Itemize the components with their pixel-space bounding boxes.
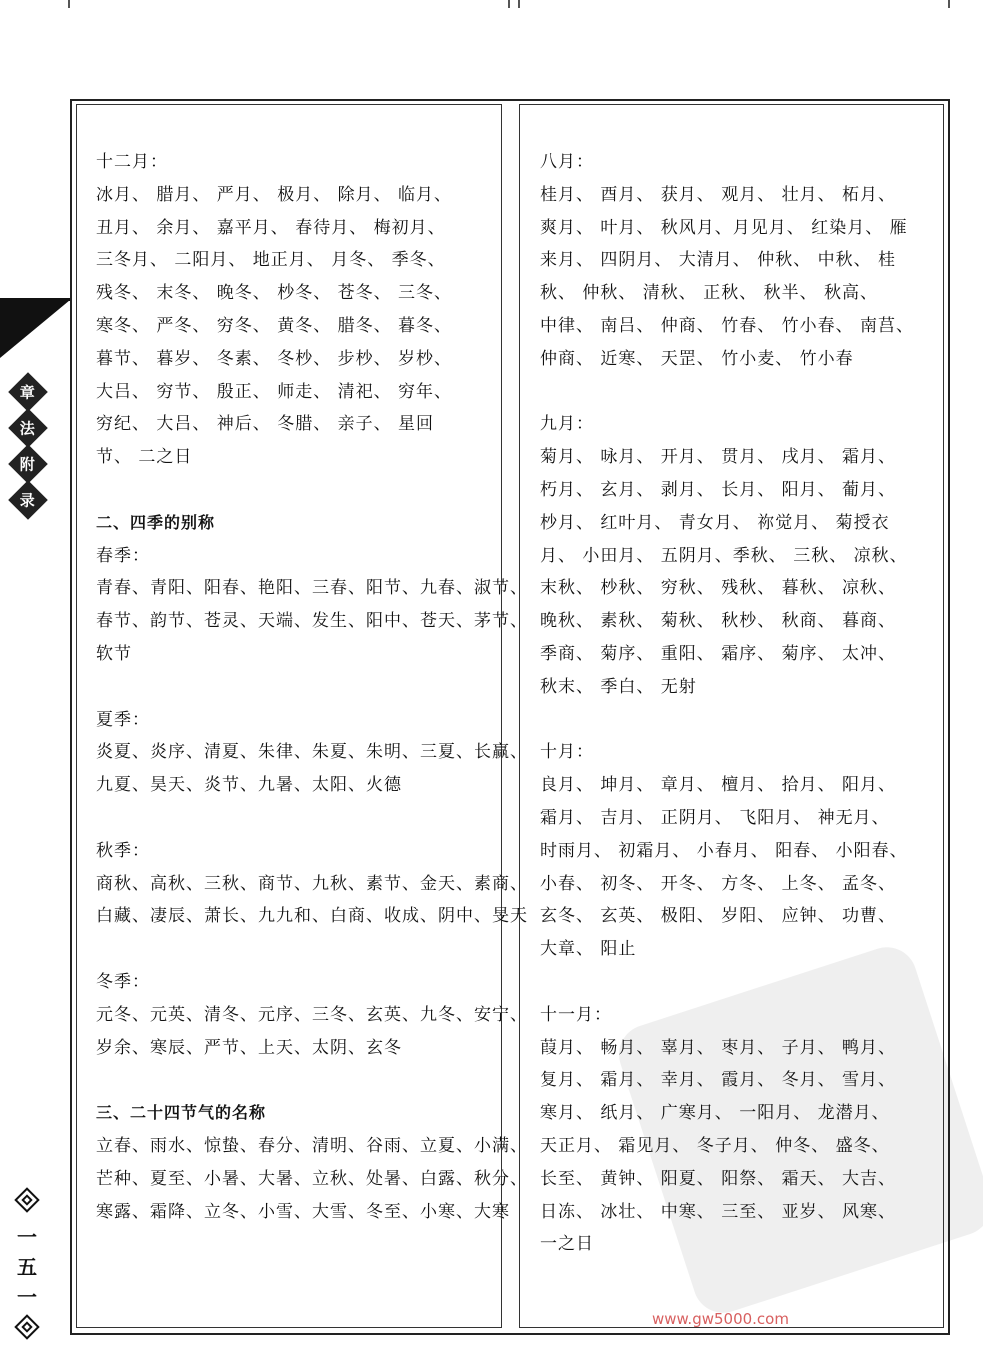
chapter-char xyxy=(8,408,48,448)
text-line: 朽月、 玄月、 剥月、 长月、 阳月、 葡月、 xyxy=(540,479,897,500)
text-line: 日冻、 冰壮、 中寒、 三至、 亚岁、 风寒、 xyxy=(540,1201,897,1222)
text-line: 寒露、霜降、立冬、小雪、大雪、冬至、小寒、大寒 xyxy=(96,1201,510,1222)
subsection-label: 十二月： xyxy=(96,152,168,172)
text-line: 长至、 黄钟、 阳夏、 阳祭、 霜天、 大吉、 xyxy=(540,1168,897,1189)
text-line: 葭月、 畅月、 辜月、 枣月、 子月、 鸭月、 xyxy=(540,1037,897,1058)
chapter-char-text: 章 xyxy=(20,383,36,402)
text-line: 爽月、 叶月、 秋风月、月见月、 红染月、 雁 xyxy=(540,217,908,238)
paragraph-gap xyxy=(540,376,932,409)
text-line: 大吕、 穷节、 殷正、 师走、 清祀、 穷年、 xyxy=(96,381,453,402)
text-line: 春节、韵节、苍灵、天端、发生、阳中、苍天、茅节、 xyxy=(96,611,528,632)
paragraph-gap xyxy=(540,704,932,737)
subsection-label: 秋季： xyxy=(96,840,150,861)
diamond-icon xyxy=(14,1187,39,1212)
text-line: 白藏、凄辰、萧长、九九和、白商、收成、阴中、旻天 xyxy=(96,906,528,927)
text-line: 冰月、 腊月、 严月、 极月、 除月、 临月、 xyxy=(96,184,453,205)
section-heading: 三、二十四节气的名称 xyxy=(96,1103,267,1123)
page-number-digit: 一 xyxy=(17,1225,37,1249)
text-line: 大章、 阳止 xyxy=(540,939,637,960)
text-line: 节、 二之日 xyxy=(96,447,193,468)
text-line: 炎夏、炎序、清夏、朱律、朱夏、朱明、三夏、长赢、 xyxy=(96,742,528,763)
right-column-text xyxy=(540,146,932,1261)
text-line: 寒月、 纸月、 广寒月、 一阳月、 龙潜月、 xyxy=(540,1103,890,1124)
text-line: 丑月、 余月、 嘉平月、 春待月、 梅初月、 xyxy=(96,217,446,238)
frame-marker-right xyxy=(948,0,978,8)
subsection-label: 夏季： xyxy=(96,709,150,730)
subsection-label: 十月： xyxy=(540,742,594,763)
page-number-digit: 五 xyxy=(17,1255,37,1279)
chapter-char xyxy=(8,444,48,484)
text-line: 季商、 菊序、 重阳、 霜序、 菊序、 太冲、 xyxy=(540,643,897,664)
text-line: 青春、青阳、阳春、艳阳、三春、阳节、九春、淑节、 xyxy=(96,578,528,599)
text-line: 复月、 霜月、 幸月、 霞月、 冬月、 雪月、 xyxy=(540,1070,897,1091)
left-column-text xyxy=(96,146,528,1228)
chapter-tab xyxy=(11,378,45,522)
paragraph-gap xyxy=(540,966,932,999)
text-line: 穷纪、 大吕、 神后、 冬腊、 亲子、 星回 xyxy=(96,414,435,435)
text-line: 末秋、 杪秋、 穷秋、 残秋、 暮秋、 凉秋、 xyxy=(540,578,897,599)
text-line: 寒冬、 严冬、 穷冬、 黄冬、 腊冬、 暮冬、 xyxy=(96,315,453,336)
text-line: 一之日 xyxy=(540,1234,594,1255)
text-line: 立春、雨水、惊蛰、春分、清明、谷雨、立夏、小满、 xyxy=(96,1135,528,1156)
paragraph-gap xyxy=(96,1064,488,1097)
text-line: 商秋、高秋、三秋、商节、九秋、素节、金天、素商、 xyxy=(96,873,528,894)
text-line: 芒种、夏至、小暑、大暑、立秋、处暑、白露、秋分、 xyxy=(96,1168,528,1189)
text-line: 小春、 初冬、 开冬、 方冬、 上冬、 孟冬、 xyxy=(540,873,897,894)
text-line: 时雨月、 初霜月、 小春月、 阳春、 小阳春、 xyxy=(540,840,908,861)
text-line: 来月、 四阴月、 大清月、 仲秋、 中秋、 桂 xyxy=(540,250,897,271)
side-triangle xyxy=(0,300,70,358)
subsection-label: 九月： xyxy=(540,414,594,435)
text-line: 杪月、 红叶月、 青女月、 祢觉月、 菊授衣 xyxy=(540,512,890,533)
text-line: 中律、 南吕、 仲商、 竹春、 竹小春、 南莒、 xyxy=(540,315,915,336)
text-line: 秋末、 季白、 无射 xyxy=(540,676,697,697)
diamond-icon xyxy=(14,1314,39,1339)
paragraph-gap xyxy=(96,802,488,835)
section-heading: 二、四季的别称 xyxy=(96,512,216,532)
text-line: 岁余、寒辰、严节、上天、太阴、玄冬 xyxy=(96,1037,402,1058)
subsection-label: 十一月： xyxy=(540,1004,612,1025)
page-number-digit: 一 xyxy=(17,1285,37,1309)
frame-marker-left xyxy=(68,0,98,8)
chapter-char xyxy=(8,372,48,412)
text-line: 仲商、 近寒、 天罡、 竹小麦、 竹小春 xyxy=(540,348,854,369)
text-line: 暮节、 暮岁、 冬素、 冬杪、 步杪、 岁杪、 xyxy=(96,348,453,369)
text-line: 三冬月、 二阳月、 地正月、 月冬、 季冬、 xyxy=(96,250,446,271)
chapter-char-text: 附 xyxy=(20,455,36,474)
text-line: 良月、 坤月、 章月、 檀月、 拾月、 阳月、 xyxy=(540,775,897,796)
page-number xyxy=(10,1185,44,1349)
text-line: 霜月、 吉月、 正阴月、 飞阳月、 神无月、 xyxy=(540,807,890,828)
text-line: 晚秋、 素秋、 菊秋、 秋杪、 秋商、 暮商、 xyxy=(540,611,897,632)
text-line: 九夏、昊天、炎节、九暑、太阳、火德 xyxy=(96,775,402,796)
watermark-url: www.gw5000.com xyxy=(652,1310,789,1328)
chapter-char xyxy=(8,480,48,520)
paragraph-gap xyxy=(96,474,488,507)
text-line: 秋、 仲秋、 清秋、 正秋、 秋半、 秋高、 xyxy=(540,283,879,304)
frame-marker-center xyxy=(508,0,520,8)
text-line: 菊月、 咏月、 开月、 贯月、 戌月、 霜月、 xyxy=(540,447,897,468)
text-line: 桂月、 酉月、 获月、 观月、 壮月、 柘月、 xyxy=(540,184,897,205)
subsection-label: 春季： xyxy=(96,545,150,566)
text-line: 软节 xyxy=(96,643,132,664)
paragraph-gap xyxy=(96,933,488,966)
paragraph-gap xyxy=(96,671,488,704)
text-line: 天正月、 霜见月、 冬子月、 仲冬、 盛冬、 xyxy=(540,1135,890,1156)
chapter-char-text: 录 xyxy=(20,491,36,510)
chapter-char-text: 法 xyxy=(20,419,36,438)
text-line: 残冬、 末冬、 晚冬、 杪冬、 苍冬、 三冬、 xyxy=(96,283,453,304)
subsection-label: 八月： xyxy=(540,152,594,172)
subsection-label: 冬季： xyxy=(96,971,150,992)
text-line: 玄冬、 玄英、 极阳、 岁阳、 应钟、 功曹、 xyxy=(540,906,897,927)
text-line: 元冬、元英、清冬、元序、三冬、玄英、九冬、安宁、 xyxy=(96,1004,528,1025)
text-line: 月、 小田月、 五阴月、季秋、 三秋、 凉秋、 xyxy=(540,545,908,566)
